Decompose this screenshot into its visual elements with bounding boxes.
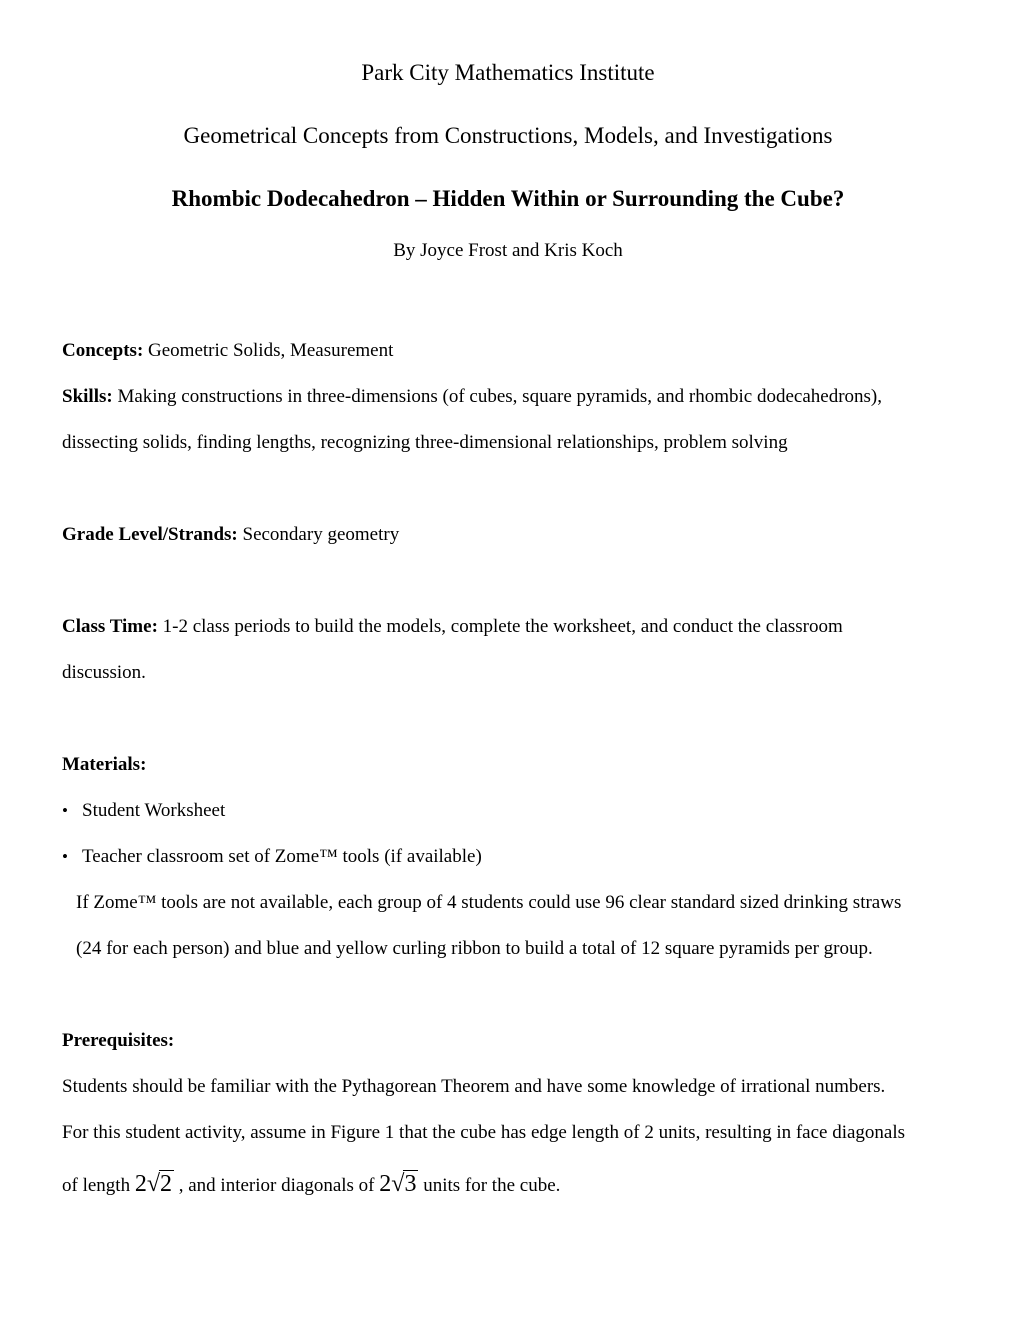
materials-note-line-2: (24 for each person) and blue and yellow curling ribbon to build a total of 12 square pyramids per group. bbox=[76, 938, 873, 959]
concepts-text: Geometric Solids, Measurement bbox=[143, 340, 394, 361]
prereq-line3-mid: , and interior diagonals of bbox=[174, 1175, 380, 1196]
class-time-line-2: discussion. bbox=[62, 662, 146, 683]
materials-item-1: Student Worksheet bbox=[82, 800, 226, 821]
prereq-line3-post: units for the cube. bbox=[418, 1175, 561, 1196]
byline: By Joyce Frost and Kris Koch bbox=[393, 240, 623, 261]
grade-line bbox=[62, 512, 954, 558]
skills-line-1 bbox=[62, 374, 954, 420]
math-radicand: 3 bbox=[404, 1171, 417, 1197]
bullet-icon: • bbox=[62, 801, 68, 820]
page-title: Park City Mathematics Institute bbox=[361, 60, 655, 85]
doc-heading: Rhombic Dodecahedron – Hidden Within or Surrounding the Cube? bbox=[171, 186, 845, 211]
spacer bbox=[62, 558, 954, 604]
radical-sign-icon: √ bbox=[391, 1171, 404, 1197]
materials-note-line-1: If Zome™ tools are not available, each group of 4 students could use 96 clear standard sized drinking straws bbox=[76, 892, 902, 913]
math-expression-2root2 bbox=[135, 1170, 174, 1197]
materials-label: Materials: bbox=[62, 754, 147, 775]
prerequisites-line-1: Students should be familiar with the Pythagorean Theorem and have some knowledge of irrational numbers. bbox=[62, 1076, 886, 1097]
math-expression-2root3 bbox=[379, 1170, 418, 1197]
skills-text-1: Making constructions in three-dimensions (of cubes, square pyramids, and rhombic dodecahedrons), bbox=[112, 386, 883, 407]
spacer bbox=[62, 696, 954, 742]
bullet-icon: • bbox=[62, 847, 68, 866]
spacer bbox=[62, 466, 954, 512]
class-time-label: Class Time: bbox=[62, 616, 158, 637]
grade-text: Secondary geometry bbox=[237, 524, 400, 545]
document-body bbox=[62, 328, 954, 1214]
radical-sign-icon: √ bbox=[146, 1171, 159, 1197]
materials-list bbox=[62, 788, 954, 880]
prereq-line3-pre: of length bbox=[62, 1175, 135, 1196]
prerequisites-line-2: For this student activity, assume in Figure 1 that the cube has edge length of 2 units, resulting in face diagonals bbox=[62, 1122, 906, 1143]
page-subtitle: Geometrical Concepts from Constructions, Models, and Investigations bbox=[183, 123, 833, 148]
list-item bbox=[62, 834, 954, 880]
skills-line-2: dissecting solids, finding lengths, recognizing three-dimensional relationships, problem solving bbox=[62, 432, 788, 453]
math-coefficient: 2 bbox=[134, 1171, 147, 1197]
prerequisites-line-3 bbox=[62, 1156, 954, 1214]
class-time-line-1 bbox=[62, 604, 954, 650]
concepts-line bbox=[62, 328, 954, 374]
class-time-text-1: 1-2 class periods to build the models, complete the worksheet, and conduct the classroom bbox=[157, 616, 843, 637]
math-coefficient: 2 bbox=[379, 1171, 392, 1197]
spacer bbox=[62, 972, 954, 1018]
materials-item-2: Teacher classroom set of Zome™ tools (if available) bbox=[82, 846, 482, 867]
skills-label: Skills: bbox=[62, 386, 113, 407]
concepts-label: Concepts: bbox=[62, 340, 144, 361]
grade-label: Grade Level/Strands: bbox=[62, 524, 238, 545]
prerequisites-label: Prerequisites: bbox=[62, 1030, 175, 1051]
list-item bbox=[62, 788, 954, 834]
math-radicand: 2 bbox=[160, 1171, 172, 1197]
